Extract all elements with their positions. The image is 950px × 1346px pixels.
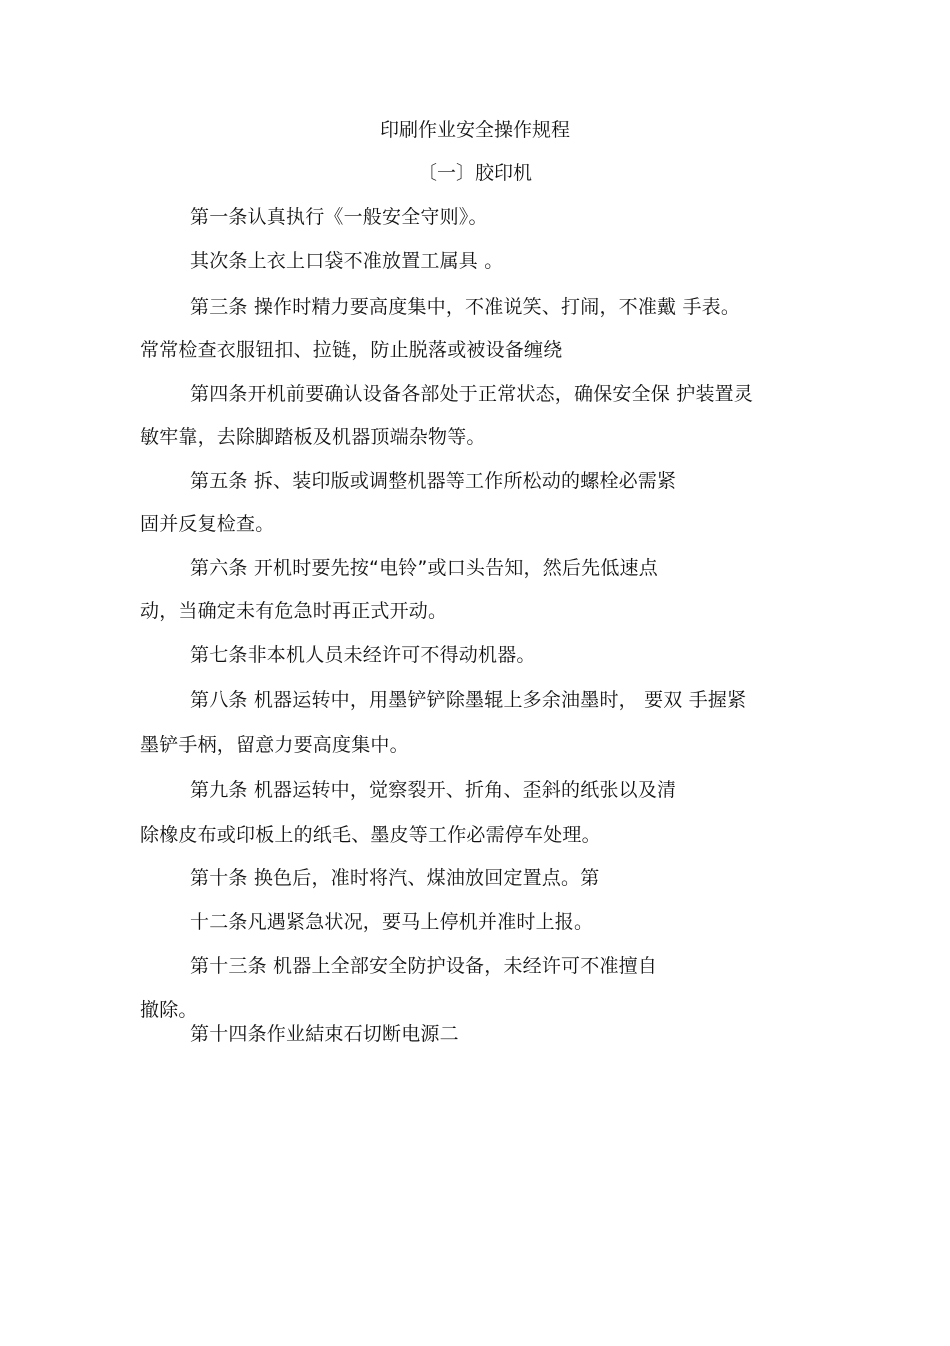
article-2: 其次条上衣上口袋不准放置工属具 。: [190, 250, 504, 272]
article-3-cont: 常常检查衣服钮扣、拉链，防止脱落或被设备缠绕: [140, 339, 563, 361]
article-6: 第六条 开机时要先按“电铃”或口头告知，然后先低速点: [190, 557, 658, 579]
article-5: 第五条 拆、装印版或调整机器等工作所松动的螺栓必需紧: [190, 470, 677, 492]
article-6-cont: 动，当确定未有危急时再正式开动。: [140, 600, 448, 622]
document-title: 印刷作业安全操作规程: [379, 119, 570, 141]
article-9: 第九条 机器运转中，觉察裂开、折角、歪斜的纸张以及清: [190, 779, 677, 801]
article-4: 第四条开机前要确认设备各部处于正常状态，确保安全保 护装置灵: [190, 383, 754, 405]
article-10: 第十条 换色后，准时将汽、煤油放回定置点。第: [190, 867, 600, 889]
article-1: 第一条认真执行《一般安全守则》。: [190, 206, 488, 228]
article-4-cont: 敏牢靠，去除脚踏板及机器顶端杂物等。: [140, 426, 486, 448]
article-3: 第三条 操作时精力要高度集中，不准说笑、打闹，不准戴 手表。: [190, 296, 741, 318]
article-13-cont: 撤除。: [140, 999, 198, 1021]
section-heading: 〔一〕胶印机: [417, 162, 532, 184]
article-9-cont: 除橡皮布或印板上的纸毛、墨皮等工作必需停车处理。: [140, 824, 601, 846]
article-13: 第十三条 机器上全部安全防护设备，未经许可不准擅自: [190, 955, 658, 977]
article-7: 第七条非本机人员未经许可不得动机器。: [190, 644, 536, 666]
article-12: 十二条凡遇紧急状况，要马上停机并准时上报。: [190, 911, 594, 933]
article-8-cont: 墨铲手柄，留意力要高度集中。: [140, 734, 409, 756]
article-5-cont: 固并反复检查。: [140, 513, 275, 535]
article-14: 第十四条作业結束石切断电源二: [190, 1023, 459, 1045]
article-8: 第八条 机器运转中，用墨铲铲除墨辊上多余油墨时， 要双 手握紧: [190, 689, 747, 711]
